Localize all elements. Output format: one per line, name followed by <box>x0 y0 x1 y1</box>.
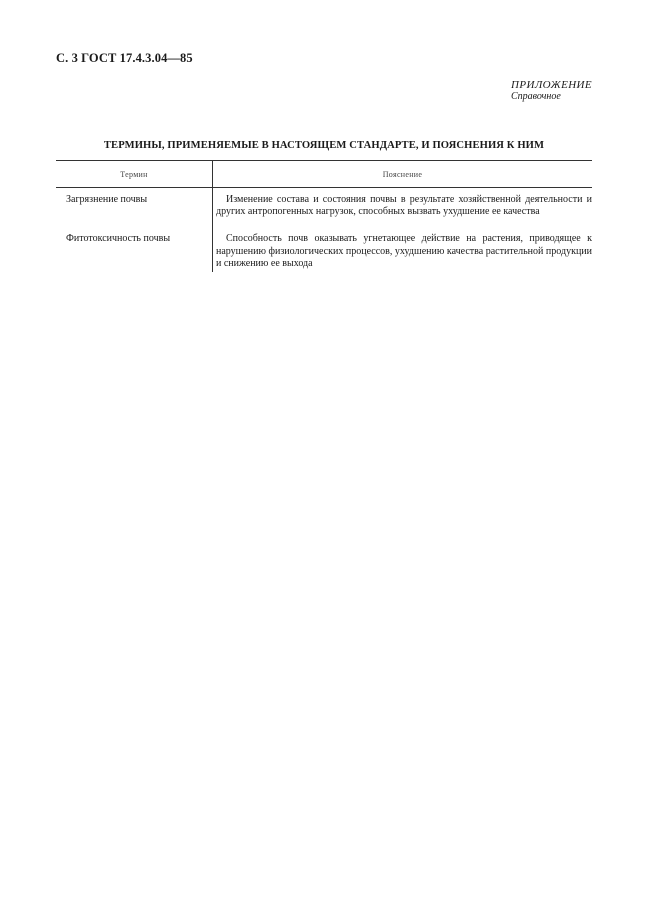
term-cell: Фитотоксичность почвы <box>66 233 171 245</box>
appendix-label <box>511 79 592 102</box>
document-title: ТЕРМИНЫ, ПРИМЕНЯЕМЫЕ В НАСТОЯЩЕМ СТАНДАРТЕ, И ПОЯСНЕНИЯ К НИМ <box>103 140 545 151</box>
explanation-cell: Способность почв оказывать угнетающее действие на растения, приводящее к нарушению физиологических процессов, ухудшению качества растительной продукции и снижению ее выхода <box>212 233 592 272</box>
page-header: С. 3 ГОСТ 17.4.3.04—85 <box>56 51 193 65</box>
table-row <box>56 233 592 272</box>
appendix-subtitle: Справочное <box>511 91 561 102</box>
table-header-row <box>56 160 592 188</box>
appendix-title: ПРИЛОЖЕНИЕ <box>511 79 592 91</box>
term-cell: Загрязнение почвы <box>66 194 148 205</box>
table-row <box>56 188 592 233</box>
header-explanation: Пояснение <box>212 161 592 187</box>
header-term: Термин <box>120 169 148 179</box>
explanation-cell: Изменение состава и состояния почвы в результате хозяйственной деятельности и других антропогенных нагрузок, способных вызвать ухудшение ее качества <box>212 188 592 233</box>
terms-table <box>56 160 592 272</box>
